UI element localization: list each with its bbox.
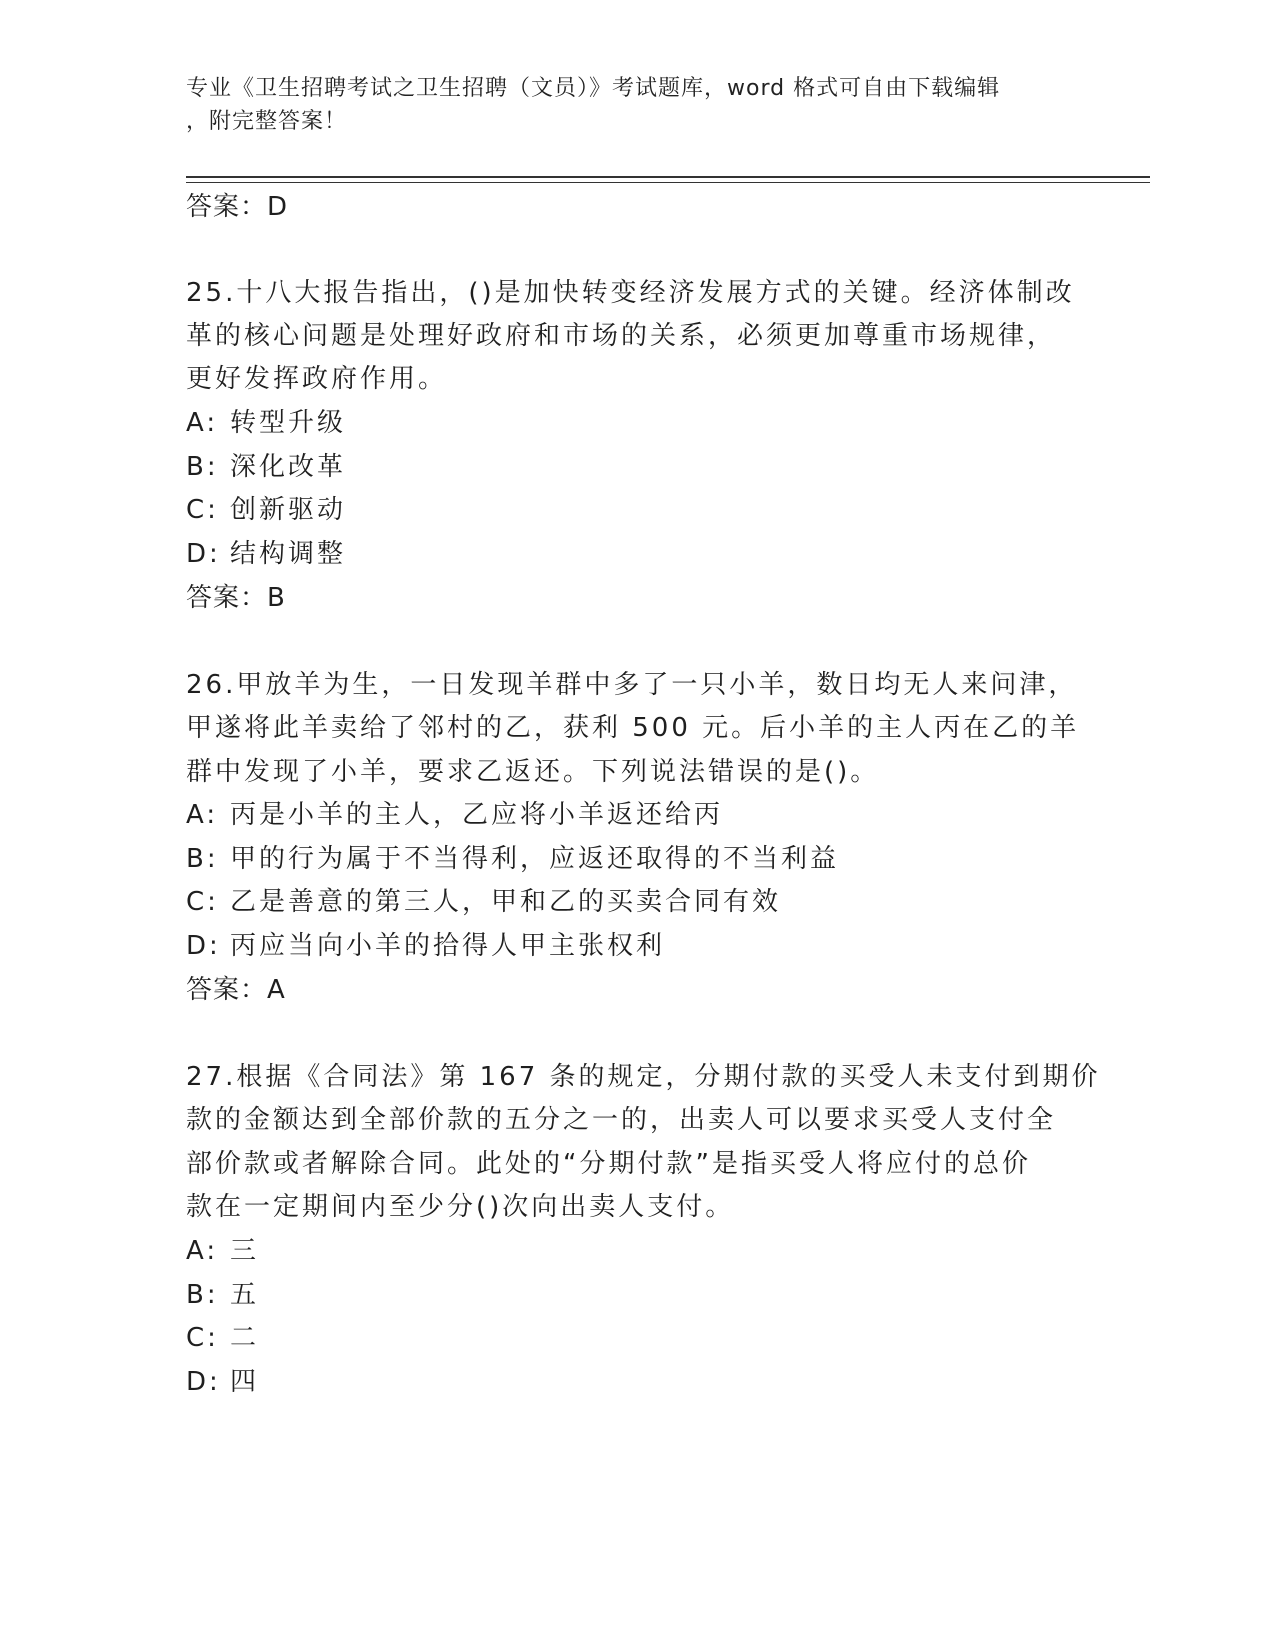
option-text: 四 bbox=[230, 1367, 260, 1397]
option-label: C: bbox=[186, 1323, 219, 1353]
option-b bbox=[186, 446, 346, 483]
option-text: 结构调整 bbox=[230, 539, 347, 569]
option-label: A: bbox=[186, 408, 219, 438]
option-a bbox=[186, 402, 346, 439]
option-text: 转型升级 bbox=[230, 408, 347, 438]
option-b bbox=[186, 838, 839, 875]
question-text-line: 26.甲放羊为生，一日发现羊群中多了一只小羊，数日均无人来问津， bbox=[186, 670, 1078, 700]
option-c bbox=[186, 1317, 259, 1354]
question-text-line: 27.根据《合同法》第 167 条的规定，分期付款的买受人未支付到期价 bbox=[186, 1062, 1101, 1092]
question-text-line: 甲遂将此羊卖给了邻村的乙，获利 500 元。后小羊的主人丙在乙的羊 bbox=[186, 713, 1080, 743]
option-label: A: bbox=[186, 800, 219, 830]
option-text: 丙应当向小羊的拾得人甲主张权利 bbox=[230, 931, 666, 961]
option-label: D: bbox=[186, 931, 221, 961]
option-d bbox=[186, 1361, 259, 1398]
option-d bbox=[186, 533, 346, 570]
option-text: 甲的行为属于不当得利，应返还取得的不当利益 bbox=[230, 844, 840, 874]
option-text: 乙是善意的第三人，甲和乙的买卖合同有效 bbox=[230, 887, 782, 917]
question-text-line: 款的金额达到全部价款的五分之一的，出卖人可以要求买受人支付全 bbox=[186, 1105, 1057, 1135]
previous-answer: 答案：D bbox=[186, 192, 289, 222]
option-text: 五 bbox=[230, 1280, 260, 1310]
option-text: 创新驱动 bbox=[230, 495, 347, 525]
question-text-line: 革的核心问题是处理好政府和市场的关系，必须更加尊重市场规律， bbox=[186, 321, 1057, 351]
question-text-line: 款在一定期间内至少分()次向出卖人支付。 bbox=[186, 1192, 735, 1222]
question-text-line: 25.十八大报告指出，()是加快转变经济发展方式的关键。经济体制改 bbox=[186, 278, 1075, 308]
header-divider bbox=[186, 176, 1150, 178]
header-divider-thin bbox=[186, 182, 1150, 183]
option-c bbox=[186, 489, 346, 526]
option-text: 三 bbox=[230, 1236, 260, 1266]
option-a bbox=[186, 1230, 259, 1267]
answer-label: 答案：B bbox=[186, 583, 286, 613]
option-text: 二 bbox=[230, 1323, 260, 1353]
answer-label: 答案：A bbox=[186, 975, 286, 1005]
option-text: 深化改革 bbox=[230, 452, 347, 482]
option-label: D: bbox=[186, 539, 221, 569]
question-text-line: 群中发现了小羊，要求乙返还。下列说法错误的是()。 bbox=[186, 757, 880, 787]
option-label: B: bbox=[186, 452, 219, 482]
option-label: A: bbox=[186, 1236, 219, 1266]
document-header bbox=[186, 72, 1066, 138]
question-text-line: 部价款或者解除合同。此处的“分期付款”是指买受人将应付的总价 bbox=[186, 1149, 1031, 1179]
option-label: B: bbox=[186, 1280, 219, 1310]
question-text-line: 更好发挥政府作用。 bbox=[186, 364, 448, 394]
option-label: C: bbox=[186, 495, 219, 525]
option-c bbox=[186, 881, 781, 918]
option-label: D: bbox=[186, 1367, 221, 1397]
option-text: 丙是小羊的主人，乙应将小羊返还给丙 bbox=[230, 800, 724, 830]
option-b bbox=[186, 1274, 259, 1311]
header-line-2: ，附完整答案！ bbox=[186, 109, 348, 134]
option-label: C: bbox=[186, 887, 219, 917]
option-d bbox=[186, 925, 665, 962]
header-line-1: 专业《卫生招聘考试之卫生招聘（文员）》考试题库，word 格式可自由下载编辑 bbox=[186, 76, 1001, 101]
option-a bbox=[186, 794, 723, 831]
option-label: B: bbox=[186, 844, 219, 874]
